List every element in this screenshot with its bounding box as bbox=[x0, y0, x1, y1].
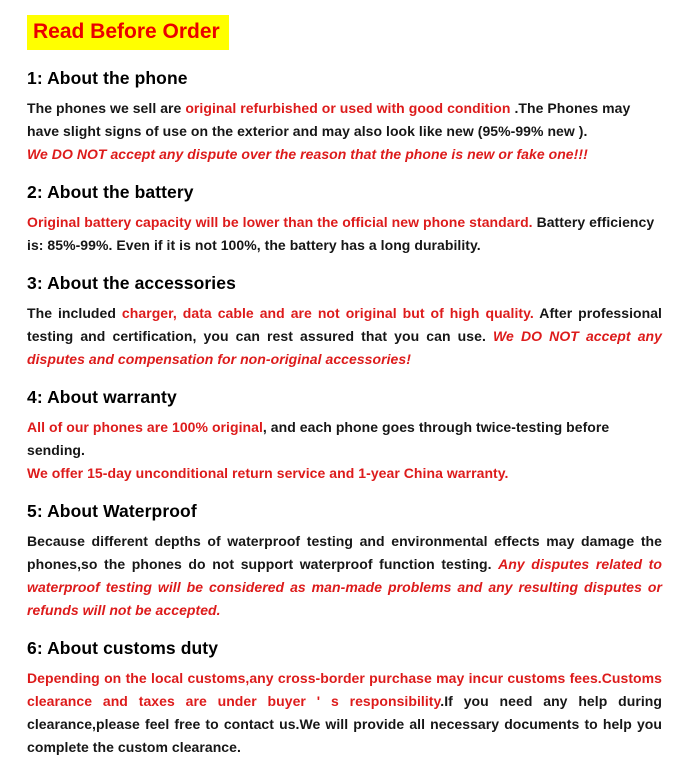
section bbox=[27, 273, 662, 371]
text-run: Because different depths of waterproof testing and environmental effects may damage the phones,so the phones do not support waterproof function testing. bbox=[27, 533, 662, 572]
text-run: original refurbished or used with good condition bbox=[185, 100, 515, 116]
section-paragraph bbox=[27, 211, 662, 257]
page-title: Read Before Order bbox=[27, 15, 229, 50]
section-paragraph bbox=[27, 462, 662, 485]
section-paragraph bbox=[27, 667, 662, 759]
section-paragraph bbox=[27, 97, 662, 143]
text-run: Depending on the local customs,any cross-border purchase may incur customs fees.Customs clearance and taxes are under buyer ' s responsibility bbox=[27, 670, 662, 709]
section-heading: 3: About the accessories bbox=[27, 273, 236, 293]
section bbox=[27, 68, 662, 166]
text-run: .If you need any help during clearance,please feel free to contact us.We will provide all necessary documents to help you complete the custom clearance. bbox=[27, 693, 662, 755]
section-heading: 1: About the phone bbox=[27, 68, 188, 88]
text-run: Any disputes related to waterproof testing will be considered as man-made problems and any resulting disputes or refunds will not be accepted. bbox=[27, 556, 662, 618]
section-heading: 4: About warranty bbox=[27, 387, 177, 407]
text-run: The included bbox=[27, 305, 122, 321]
text-run: charger, data cable and are not original but of high quality. bbox=[121, 305, 534, 321]
section bbox=[27, 182, 662, 257]
text-run: , and each phone goes through twice-testing before sending. bbox=[27, 419, 610, 458]
section-paragraph bbox=[27, 143, 662, 166]
text-run: The phones we sell are bbox=[27, 100, 186, 116]
section-heading: 2: About the battery bbox=[27, 182, 194, 202]
text-run: All of our phones are 100% original bbox=[27, 419, 263, 435]
section bbox=[27, 387, 662, 485]
text-run: After professional testing and certification, you can rest assured that you can use. bbox=[27, 305, 662, 344]
sections bbox=[27, 68, 662, 759]
section-paragraph bbox=[27, 302, 662, 371]
text-run: We offer 15-day unconditional return service and 1-year China warranty. bbox=[27, 465, 509, 481]
text-run: Original battery capacity will be lower than the official new phone standard. bbox=[27, 214, 533, 230]
section-heading: 5: About Waterproof bbox=[27, 501, 197, 521]
text-run: .The Phones may have slight signs of use on the exterior and may also look like new (95%-99% new ). bbox=[27, 100, 631, 139]
section-paragraph bbox=[27, 530, 662, 622]
section-paragraph bbox=[27, 416, 662, 462]
text-run: Battery efficiency is: 85%-99%. Even if it is not 100%, the battery has a long durability. bbox=[27, 214, 655, 253]
section bbox=[27, 501, 662, 622]
section bbox=[27, 638, 662, 759]
text-run: We DO NOT accept any dispute over the reason that the phone is new or fake one!!! bbox=[27, 146, 588, 162]
text-run: We DO NOT accept any disputes and compensation for non-original accessories! bbox=[27, 328, 662, 367]
section-heading: 6: About customs duty bbox=[27, 638, 219, 658]
